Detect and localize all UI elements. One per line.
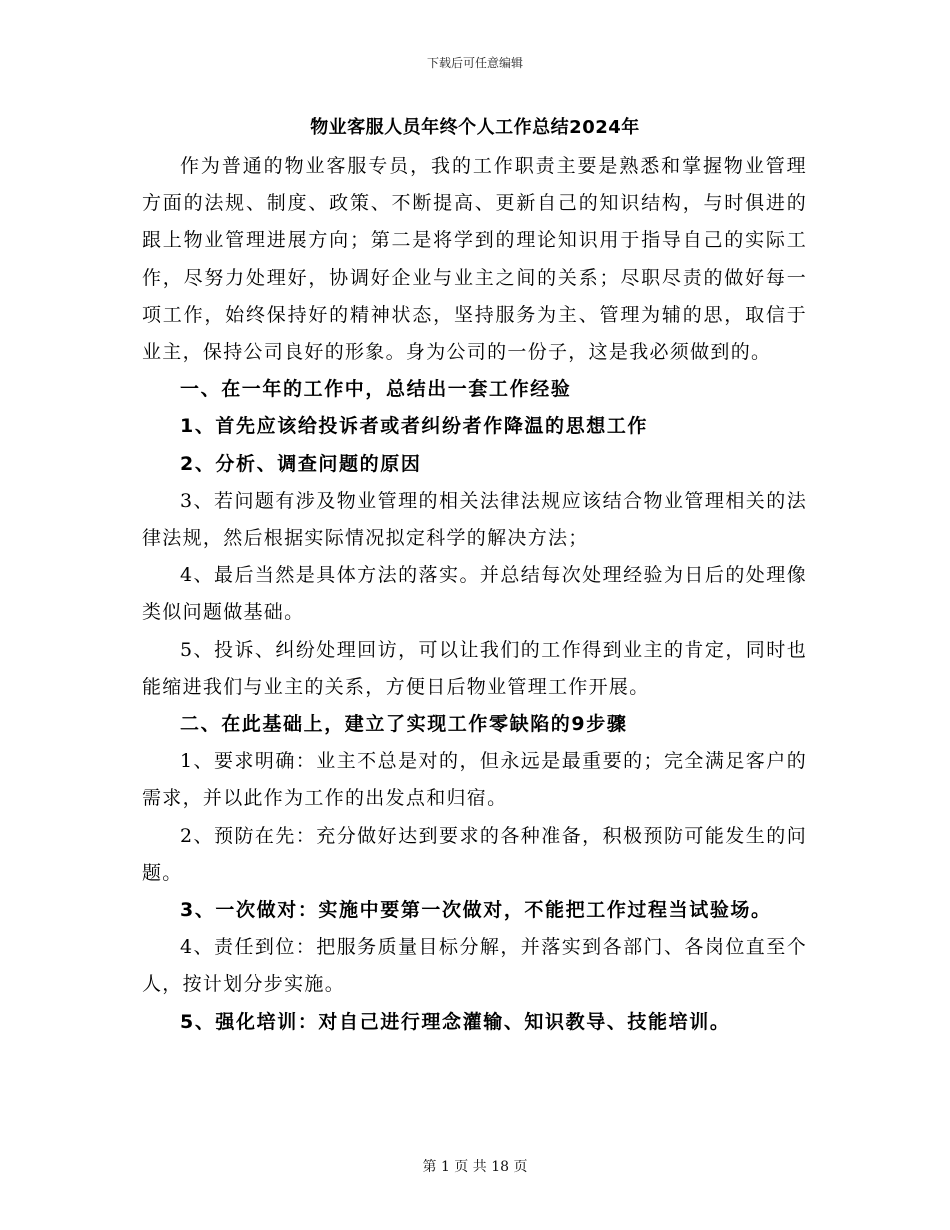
section-heading-1: 一、在一年的工作中，总结出一套工作经验 [180, 378, 572, 401]
document-title: 物业客服人员年终个人工作总结2024年 [310, 117, 640, 138]
step-item-5: 5、强化培训：对自己进行理念灌输、知识教导、技能培训。 [180, 1010, 731, 1033]
section-heading-2: 二、在此基础上，建立了实现工作零缺陷的9步骤 [180, 713, 628, 736]
list-item-2: 2、分析、调查问题的原因 [180, 452, 422, 475]
header-note: 下载后可任意编辑 [426, 56, 523, 70]
list-item-1: 1、首先应该给投诉者或者纠纷者作降温的思想工作 [180, 415, 649, 438]
document-body [142, 148, 807, 1041]
step-item-2: 2、预防在先：充分做好达到要求的各种准备，积极预防可能发生的问题。 [142, 824, 807, 884]
list-item-3: 3、若问题有涉及物业管理的相关法律法规应该结合物业管理相关的法律法规，然后根据实际情况拟定科学的解决方法； [142, 489, 807, 550]
list-item-5: 5、投诉、纠纷处理回访，可以让我们的工作得到业主的肯定，同时也能缩进我们与业主的关系，方便日后物业管理工作开展。 [142, 638, 807, 698]
step-item-1: 1、要求明确：业主不总是对的，但永远是最重要的；完全满足客户的需求，并以此作为工作的出发点和归宿。 [142, 750, 807, 810]
step-item-4: 4、责任到位：把服务质量目标分解，并落实到各部门、各岗位直至个人，按计划分步实施。 [142, 936, 807, 996]
page-footer: 第 1 页 共 18 页 [422, 1159, 528, 1175]
step-item-3: 3、一次做对：实施中要第一次做对，不能把工作过程当试验场。 [180, 899, 772, 922]
paragraph-intro: 作为普通的物业客服专员，我的工作职责主要是熟悉和掌握物业管理方面的法规、制度、政策、不断提高、更新自己的知识结构，与时俱进的跟上物业管理进展方向；第二是将学到的理论知识用于指导自己的实际工作，尽努力处理好，协调好企业与业主之间的关系；尽职尽责的做好每一项工作，始终保持好的精神状态，坚持服务为主、管理为辅的思，取信于业主，保持公司良好的形象。身为公司的一份子，这是我必须做到的。 [142, 155, 807, 364]
list-item-4: 4、最后当然是具体方法的落实。并总结每次处理经验为日后的处理像类似问题做基础。 [142, 564, 807, 624]
